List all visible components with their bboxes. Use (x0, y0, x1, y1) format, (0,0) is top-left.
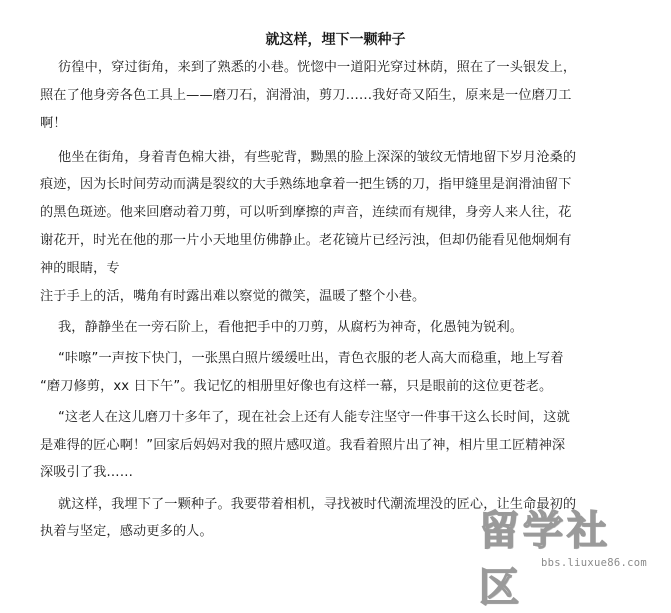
watermark-brand: 留学社区 (479, 508, 611, 611)
text-line: 执着与坚定，感动更多的人。 (40, 524, 213, 539)
text-line: 我，静静坐在一旁石阶上，看他把手中的刀剪，从腐朽为神奇，化愚钝为锐利。 (58, 320, 524, 335)
text-line: 彷徨中，穿过街角，来到了熟悉的小巷。恍惚中一道阳光穿过林荫，照在了一头银发上， (58, 60, 577, 75)
text-line: 是难得的匠心啊！”回家后妈妈对我的照片感叹道。我看着照片出了神，相片里工匠精神深 (40, 438, 566, 453)
article-title: 就这样，埋下一颗种子 (265, 32, 406, 48)
text-line: 注于手上的活，嘴角有时露出难以察觉的微笑，温暖了整个小巷。 (40, 289, 426, 304)
watermark-url: bbs.liuxue86.com (541, 557, 647, 569)
text-line: 深吸引了我…… (40, 465, 134, 480)
text-line: “磨刀修剪，xx 日下午”。我记忆的相册里好像也有这样一幕，只是眼前的这位更苍老。 (40, 379, 553, 394)
site-watermark (479, 499, 649, 611)
text-line: “这老人在这儿磨刀十多年了，现在社会上还有人能专注坚守一件事干这么长时间，这就 (58, 410, 570, 425)
text-line: 谢花开，时光在他的那一片小天地里仿佛静止。老花镜片已经污浊，但却仍能看见他炯炯有 (40, 233, 572, 248)
text-line: 神的眼睛，专 (40, 261, 120, 276)
text-line: 痕迹，因为长时间劳动而满是裂纹的大手熟练地拿着一把生锈的刀，指甲缝里是润滑油留下 (40, 177, 572, 192)
text-line: 啊！ (40, 116, 67, 131)
text-line: 他坐在街角，身着青色棉大褂，有些驼背，黝黑的脸上深深的皱纹无情地留下岁月沧桑的 (58, 150, 577, 165)
text-line: 的黑色斑迹。他来回磨动着刀剪，可以听到摩擦的声音，连续而有规律，身旁人来人往，花 (40, 205, 572, 220)
text-line: “咔嚓”一声按下快门，一张黑白照片缓缓吐出，青色衣服的老人高大而稳重，地上写着 (58, 351, 564, 366)
text-line: 照在了他身旁各色工具上——磨刀石，润滑油，剪刀……我好奇又陌生，原来是一位磨刀工 (40, 88, 572, 103)
text-line: 就这样，我埋下了一颗种子。我要带着相机，寻找被时代潮流埋没的匠心，让生命最初的 (58, 497, 577, 512)
